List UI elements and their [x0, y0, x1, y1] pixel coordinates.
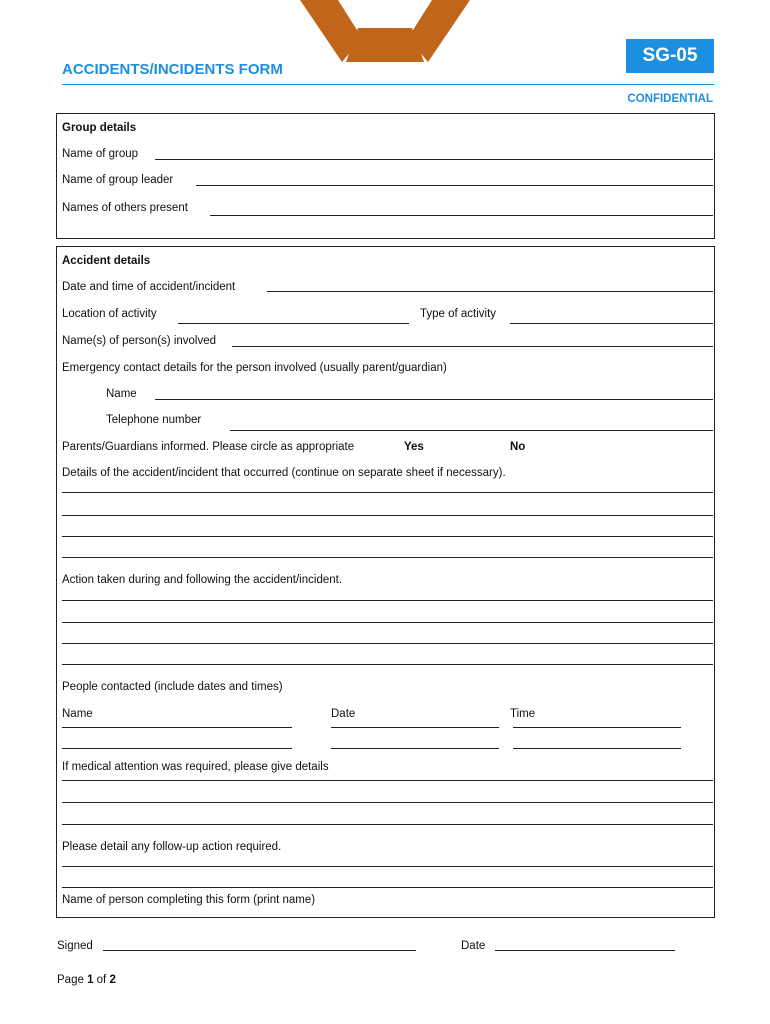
contacted-time-field[interactable] [513, 748, 681, 749]
persons-involved-label: Name(s) of person(s) involved [62, 335, 217, 347]
follow-up-line[interactable] [62, 887, 713, 888]
contact-name-label: Name [106, 388, 137, 400]
date-time-field[interactable] [267, 291, 713, 292]
action-taken-line[interactable] [62, 600, 713, 601]
signed-label: Signed [57, 940, 93, 952]
emergency-contact-label: Emergency contact details for the person involved (usually parent/guardian) [62, 362, 447, 374]
form-title: ACCIDENTS/INCIDENTS FORM [62, 61, 283, 78]
accident-details-heading: Accident details [62, 255, 151, 267]
group-leader-label: Name of group leader [62, 174, 174, 186]
parents-informed-no[interactable]: No [510, 441, 526, 453]
people-contacted-label: People contacted (include dates and times) [62, 681, 283, 693]
contacted-name-header: Name [62, 708, 93, 720]
contacted-name-field[interactable] [62, 727, 292, 728]
page-prefix: Page [57, 974, 88, 986]
parents-informed-yes[interactable]: Yes [404, 441, 424, 453]
signature-field[interactable] [103, 950, 416, 951]
location-field[interactable] [178, 323, 409, 324]
follow-up-label: Please detail any follow-up action required. [62, 841, 282, 853]
page-number [57, 973, 116, 987]
contact-phone-label: Telephone number [106, 414, 202, 426]
form-code-badge: SG-05 [626, 39, 714, 73]
contacted-time-field[interactable] [513, 727, 681, 728]
contacted-date-field[interactable] [331, 748, 499, 749]
action-taken-label: Action taken during and following the accident/incident. [62, 574, 343, 586]
contacted-date-header: Date [331, 708, 356, 720]
contact-phone-field[interactable] [230, 430, 713, 431]
parents-informed-label: Parents/Guardians informed. Please circle as appropriate [62, 441, 355, 453]
name-of-group-field[interactable] [155, 159, 713, 160]
title-rule [62, 84, 714, 85]
logo-center-trapezoid [346, 28, 424, 62]
medical-attention-label: If medical attention was required, please give details [62, 761, 329, 773]
signature-date-label: Date [461, 940, 486, 952]
medical-attention-line[interactable] [62, 802, 713, 803]
follow-up-line[interactable] [62, 866, 713, 867]
signature-date-field[interactable] [495, 950, 675, 951]
page-total: 2 [109, 974, 116, 986]
details-label: Details of the accident/incident that occurred (continue on separate sheet if necessary). [62, 467, 506, 479]
date-time-label: Date and time of accident/incident [62, 281, 236, 293]
contact-name-field[interactable] [155, 399, 713, 400]
contacted-date-field[interactable] [331, 727, 499, 728]
group-details-heading: Group details [62, 122, 137, 134]
page-of: of [93, 974, 110, 986]
details-line[interactable] [62, 515, 713, 516]
activity-type-label: Type of activity [420, 308, 497, 320]
action-taken-line[interactable] [62, 622, 713, 623]
others-present-label: Names of others present [62, 202, 188, 214]
contacted-name-field[interactable] [62, 748, 292, 749]
action-taken-line[interactable] [62, 643, 713, 644]
confidential-label: CONFIDENTIAL [627, 93, 713, 105]
contacted-time-header: Time [510, 708, 536, 720]
medical-attention-line[interactable] [62, 824, 713, 825]
location-label: Location of activity [62, 308, 157, 320]
medical-attention-line[interactable] [62, 780, 713, 781]
details-line[interactable] [62, 536, 713, 537]
details-line[interactable] [62, 557, 713, 558]
name-of-group-label: Name of group [62, 148, 139, 160]
group-leader-field[interactable] [196, 185, 713, 186]
activity-type-field[interactable] [510, 323, 713, 324]
details-line[interactable] [62, 492, 713, 493]
page-current: 1 [87, 974, 94, 986]
persons-involved-field[interactable] [232, 346, 713, 347]
organization-logo [290, 0, 480, 70]
action-taken-line[interactable] [62, 664, 713, 665]
completed-by-label: Name of person completing this form (print name) [62, 894, 316, 906]
others-present-field[interactable] [210, 215, 713, 216]
